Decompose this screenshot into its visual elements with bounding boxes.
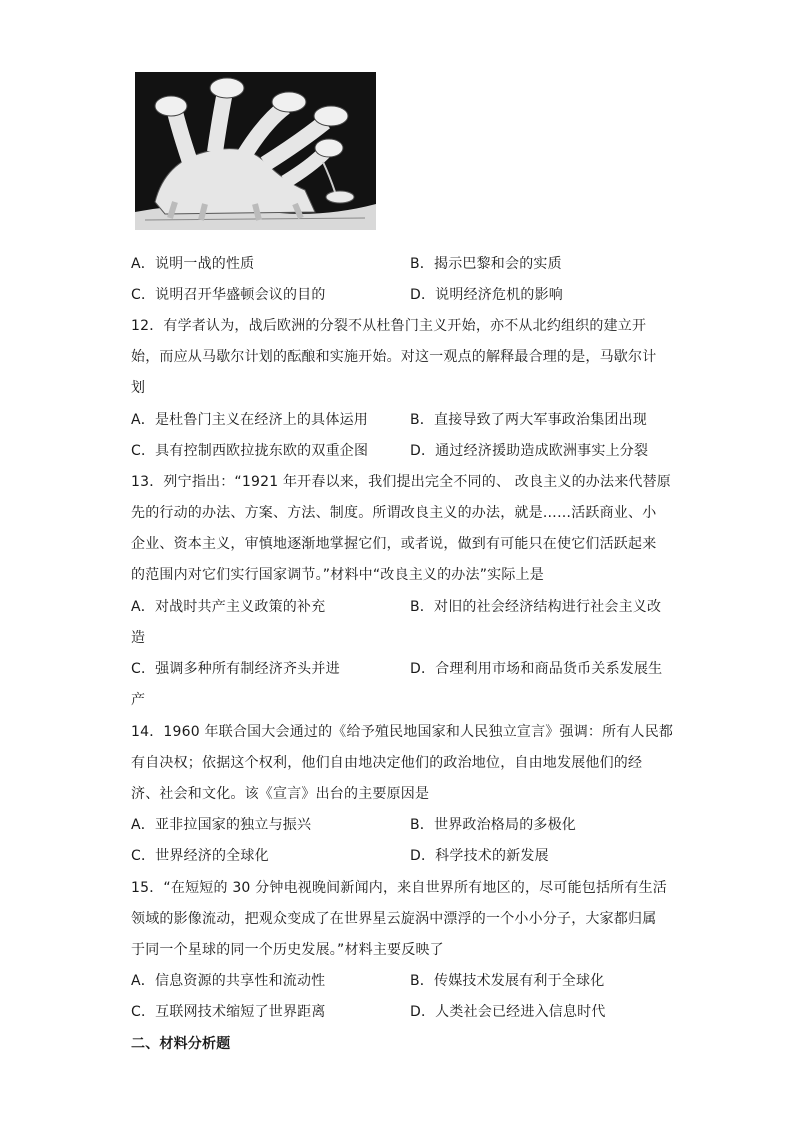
q14-option-d[interactable]: D．科学技术的新发展 <box>410 848 549 864</box>
q11-option-c[interactable]: C．说明召开华盛顿会议的目的 <box>131 287 326 303</box>
q15-stem-line-1: 15．“在短短的 30 分钟电视晚间新闻内，来自世界所有地区的，尽可能包括所有生活 <box>131 880 667 896</box>
q12-option-d[interactable]: D．通过经济援助造成欧洲事实上分裂 <box>410 443 649 459</box>
q13-option-b-continued: 造 <box>131 630 146 646</box>
multi-headed-beast-illustration <box>135 72 376 230</box>
q13-option-b[interactable]: B．对旧的社会经济结构进行社会主义改 <box>410 599 662 615</box>
q14-option-c[interactable]: C．世界经济的全球化 <box>131 848 269 864</box>
q12-option-b[interactable]: B．直接导致了两大军事政治集团出现 <box>410 412 648 428</box>
q13-option-a[interactable]: A．对战时共产主义政策的补充 <box>131 599 326 615</box>
q11-option-d[interactable]: D．说明经济危机的影响 <box>410 287 563 303</box>
q15-stem-line-2: 领域的影像流动，把观众变成了在世界星云旋涡中漂浮的一个小小分子，大家都归属 <box>131 911 657 927</box>
q13-stem-line-4: 的范围内对它们实行国家调节。”材料中“改良主义的办法”实际上是 <box>131 567 544 583</box>
q12-stem-line-1: 12．有学者认为，战后欧洲的分裂不从杜鲁门主义开始，亦不从北约组织的建立开 <box>131 318 647 334</box>
q13-stem-line-2: 先的行动的办法、方案、方法、制度。所谓改良主义的办法，就是……活跃商业、小 <box>131 505 657 521</box>
q13-option-c[interactable]: C．强调多种所有制经济齐头并进 <box>131 661 340 677</box>
q13-stem-line-3: 企业、资本主义，审慎地逐渐地掌握它们，或者说，做到有可能只在使它们活跃起来 <box>131 536 657 552</box>
section-heading: 二、材料分析题 <box>131 1036 231 1052</box>
q15-option-b[interactable]: B．传媒技术发展有利于全球化 <box>410 973 605 989</box>
q12-option-c[interactable]: C．具有控制西欧拉拢东欧的双重企图 <box>131 443 369 459</box>
q14-option-b[interactable]: B．世界政治格局的多极化 <box>410 817 577 833</box>
q13-option-d-continued: 产 <box>131 692 146 708</box>
q15-option-d[interactable]: D．人类社会已经进入信息时代 <box>410 1004 606 1020</box>
q14-option-a[interactable]: A．亚非拉国家的独立与振兴 <box>131 817 312 833</box>
q15-stem-line-3: 于同一个星球的同一个历史发展。”材料主要反映了 <box>131 942 444 958</box>
q13-option-d[interactable]: D．合理利用市场和商品货币关系发展生 <box>410 661 663 677</box>
q11-option-a[interactable]: A．说明一战的性质 <box>131 256 255 272</box>
q12-option-a[interactable]: A．是杜鲁门主义在经济上的具体运用 <box>131 412 368 428</box>
q14-stem-line-1: 14．1960 年联合国大会通过的《给予殖民地国家和人民独立宣言》强调：所有人民都 <box>131 724 674 740</box>
cartoon-image <box>135 72 376 230</box>
q12-stem-line-3: 划 <box>131 380 146 396</box>
q12-stem-line-2: 始，而应从马歇尔计划的酝酿和实施开始。对这一观点的解释最合理的是，马歇尔计 <box>131 349 657 365</box>
q14-stem-line-3: 济、社会和文化。该《宣言》出台的主要原因是 <box>131 786 430 802</box>
q11-option-b[interactable]: B．揭示巴黎和会的实质 <box>410 256 562 272</box>
q13-stem-line-1: 13．列宁指出：“1921 年开春以来，我们提出完全不同的、 改良主义的办法来代替原 <box>131 474 671 490</box>
q15-option-a[interactable]: A．信息资源的共享性和流动性 <box>131 973 326 989</box>
q14-stem-line-2: 有自决权；依据这个权利，他们自由地决定他们的政治地位，自由地发展他们的经 <box>131 755 643 771</box>
q15-option-c[interactable]: C．互联网技术缩短了世界距离 <box>131 1004 326 1020</box>
